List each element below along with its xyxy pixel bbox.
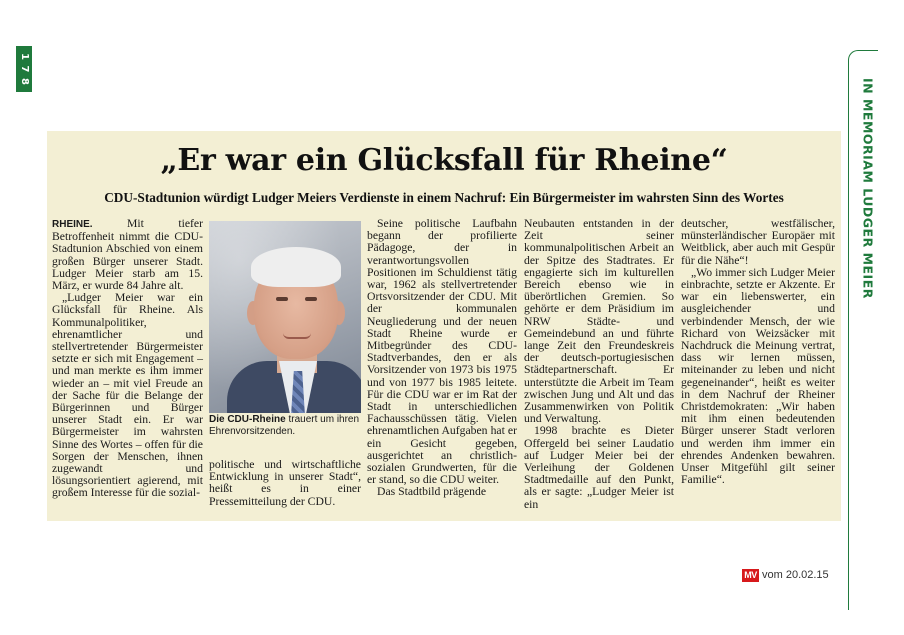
article-column-1 (52, 218, 203, 500)
article-paragraph: Das Stadtbild prägende (377, 485, 487, 499)
newspaper-clipping (47, 131, 841, 521)
section-label-text: IN MEMORIAM LUDGER MEIER (860, 78, 876, 299)
photo-caption (209, 414, 361, 437)
article-paragraph: Neubauten entstanden in der Zeit seiner kommunalpolitischen Arbeit an der Spitze des Stadtrates. Er engagierte sich im kulturellen Bereich ebenso wie in überörtlichen Gremien. So gehörte er dem Präsidium im NRW Städte- und Gemeindebund an und führte lange Zeit den Freundeskreis der deutsch-portugiesischen Städtepartnerschaft. Er unterstützte die Arbeit im Team zwischen Jung und Alt und das Zusammenwirken von Politik und Verwaltung. (524, 217, 674, 426)
page-number (16, 46, 32, 92)
article-paragraph (52, 218, 203, 292)
subheadline: CDU-Stadtunion würdigt Ludger Meiers Verdienste in einem Nachruf: Ein Bürgermeister im wahrsten Sinn des Wortes (104, 190, 784, 205)
article-column-5 (681, 218, 835, 486)
paragraph-text: Mit tiefer Betroffenheit nimmt die CDU-Stadtunion Abschied von einem großen Bürger unserer Stadt. Ludger Meier starb am 15. März, er wurde 84 Jahre alt. (52, 217, 203, 293)
article-paragraph: „Wo immer sich Ludger Meier einbrachte, setzte er Akzente. Er war ein liebenswerter, ein ausgleichender und verbindender Mensch, der wie Richard von Weizsäcker mit Nachdruck die Meinung vertrat, dass wir lernen müssen, miteinander zu leben und nicht gegeneinander“, heißt es weiter in dem Nachruf der Rheiner Christdemokraten: „Wir haben mit ihm einen bedeutenden Bürger unserer Stadt verloren und werden ihm immer ein ehrendes Andenken bewahren. Unser Mitgefühl gilt seiner Familie“. (681, 265, 835, 487)
article-paragraph: 1998 brachte es Dieter Offergeld bei seiner Laudatio auf Ludger Meier bei der Verleihung der Goldenen Stadtmedaille auf den Punkt, als er sagte: „Ludger Meier ist ein (524, 424, 674, 511)
headline: „Er war ein Glücksfall für Rheine“ (160, 143, 728, 178)
article-paragraph: politische und wirtschaftliche Entwicklung in unserer Stadt“, heißt es in einer Pressemitteilung der CDU. (209, 458, 361, 508)
article-column-3 (367, 218, 517, 499)
mv-logo: MV (742, 569, 759, 582)
source-date: vom 20.02.15 (762, 569, 829, 581)
article-paragraph: deutscher, westfälischer, münsterländischer Europäer mit Weitblick, aber auch mit Gespür für die Nähe“! (681, 217, 835, 267)
dateline: RHEINE. (52, 219, 93, 230)
caption-text: trauert um ihren Ehrenvorsitzenden. (209, 414, 360, 437)
article-paragraph: „Ludger Meier war ein Glücksfall für Rheine. Als Kommunalpolitiker, ehrenamtlicher und stellvertretender Bürgermeister setzte er sich mit Engagement – und man merkte es ihm immer wieder an – mit viel Freude an der Sache für die Belange der Bürgerinnen und Bürger unserer Stadt ein. Er war Bürgermeister im wahrsten Sinne des Wortes – offen für die Sorgen der Menschen, ihnen zugewandt und lösungsorientiert agierend, mit großem Interesse für die sozial- (52, 291, 203, 500)
article-paragraph: Seine politische Laufbahn begann der profilierte Pädagoge, der in verantwortungsvollen Positionen im Schuldienst tätig war, 1962 als stellvertretender Ortsvorsitzender der CDU. Mit der kommunalen Neugliederung und der neuen Stadt Rheine wurde er Mitbegründer des CDU-Stadtverbandes, den er als Vorsitzender von 1973 bis 1975 und von 1977 bis 1985 leitete. Für die CDU war er im Rat der Stadt in unterschiedlichen Fachausschüssen tätig. Vielen ehrenamtlichen Aufgaben hat er ein Gesicht gegeben, ausgerichtet an christlich-sozialen Grundwerten, für die er stand, so die CDU weiter. (367, 217, 517, 487)
page-number-text: 1 7 8 (18, 52, 30, 86)
portrait-photo (209, 221, 361, 413)
article-column-4 (524, 218, 674, 511)
section-label (858, 78, 878, 308)
article-column-2 (209, 459, 361, 508)
source-line (742, 568, 829, 582)
caption-credit: Die CDU-Rheine (209, 414, 286, 425)
